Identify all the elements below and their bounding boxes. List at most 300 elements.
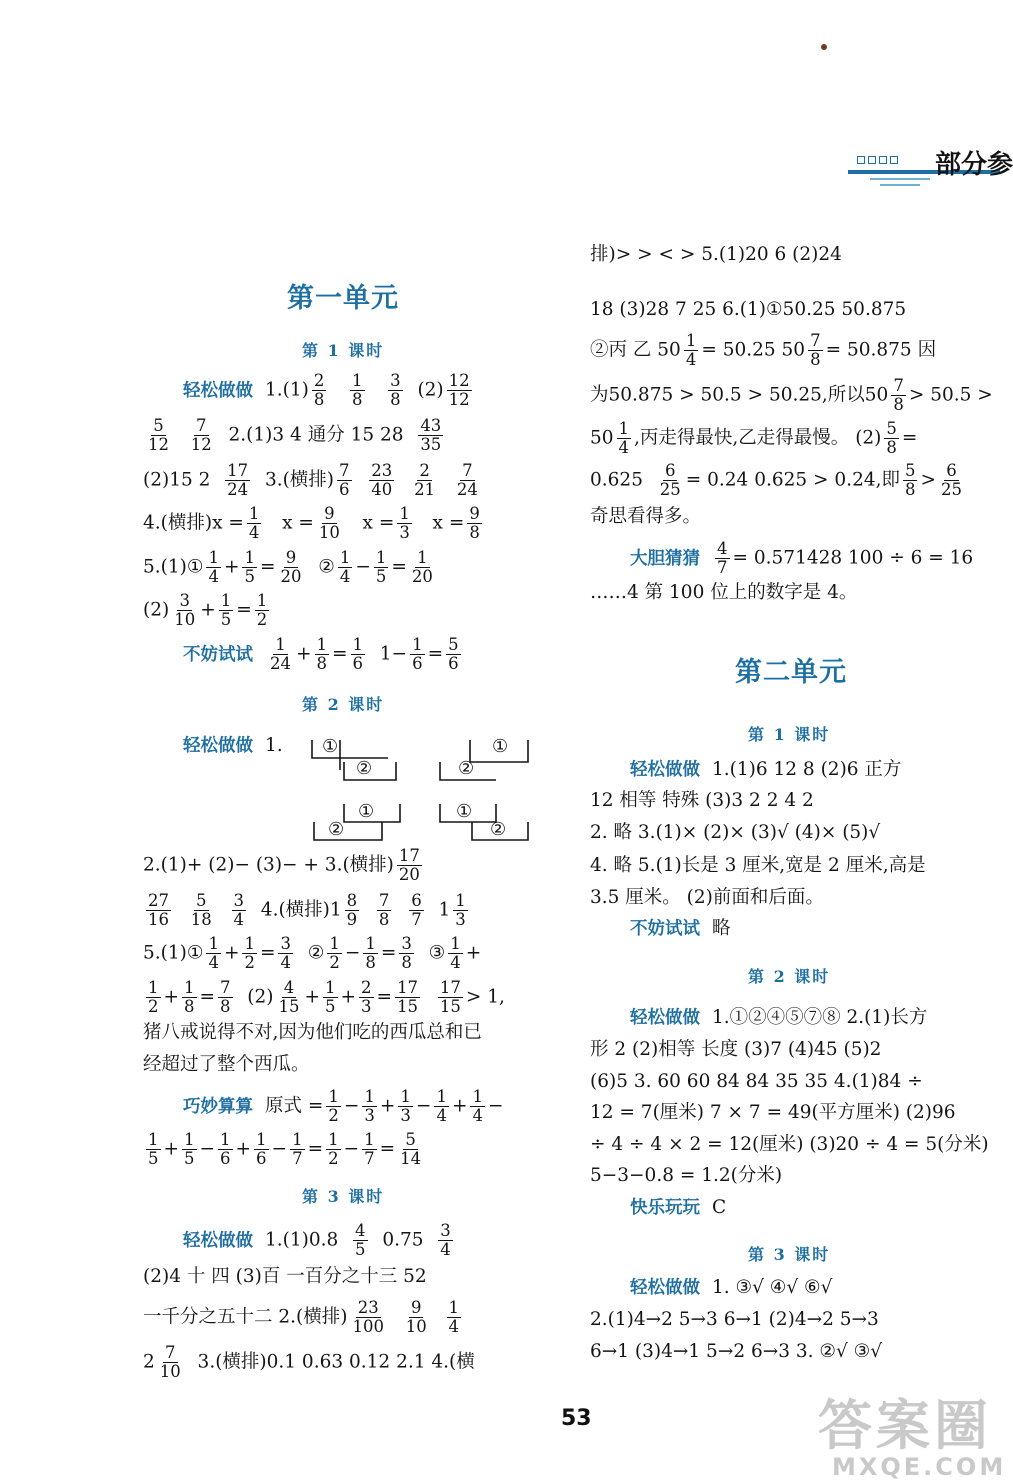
fraction — [278, 549, 303, 586]
header-title: 部分参 — [935, 150, 1013, 180]
unit-title-1: 第一单元 — [287, 283, 399, 314]
fraction — [146, 979, 161, 1016]
denominator: 7 — [411, 910, 422, 929]
answer-line: 巧妙算算 原式 = $\frac{1}{2}$ − $\frac{1}{3}$ + $\frac{1}{3}$ − $\frac{1}{4}$ + $\frac{1}{4}$ − — [183, 1087, 504, 1125]
fraction — [448, 935, 463, 972]
denominator: 2 — [256, 610, 268, 629]
circle-2: ② — [356, 758, 373, 779]
answer-line: 5.(1)① $\frac{1}{4}$ + $\frac{1}{2}$ = $\frac{3}{4}$ ② $\frac{1}{2}$ − $\frac{1}{8}$ = $\frac{3}{8}$ ③ $\frac{1}{4}$ + — [143, 934, 482, 972]
denominator: 6 — [220, 1149, 231, 1168]
denominator: 6 — [352, 654, 364, 673]
answer-text: 4.(横排)1 — [260, 899, 342, 921]
fraction — [404, 1299, 429, 1336]
denominator: 10 — [318, 523, 340, 542]
numerator: 1 — [365, 934, 376, 953]
denominator: 5 — [355, 1240, 366, 1259]
fraction — [467, 505, 482, 542]
numerator: 1 — [352, 371, 363, 390]
answer-text: 3.(横排) — [264, 469, 335, 491]
fraction — [617, 420, 632, 457]
denominator: 4 — [440, 1240, 451, 1259]
header-rule-thin-2 — [880, 184, 920, 186]
answer-text: 2.(1)+ (2)− (3)− + 3.(横排) — [143, 854, 394, 876]
numerator: 3 — [233, 891, 245, 910]
section-label: 大胆猜猜 — [630, 548, 700, 569]
numerator: 1 — [399, 504, 410, 523]
denominator: 10 — [174, 610, 196, 629]
section-label: 轻松做做 — [630, 1008, 700, 1028]
fraction — [808, 332, 823, 369]
answer-line: 奇思看得多。 — [590, 506, 702, 527]
fraction — [146, 1131, 161, 1168]
denominator: 12 — [190, 435, 212, 454]
fraction — [377, 892, 392, 929]
fraction — [206, 549, 221, 586]
answer-text: 原式 = — [265, 1095, 324, 1117]
fraction — [338, 549, 353, 586]
fraction — [351, 636, 366, 673]
numerator: 1 — [472, 1087, 483, 1106]
denominator: 2 — [329, 953, 340, 972]
answer-text: 1.(1) — [265, 379, 309, 401]
numerator: 1 — [184, 1130, 195, 1149]
denominator: 4 — [472, 1106, 483, 1125]
numerator: 2 — [313, 371, 325, 390]
fraction — [418, 417, 443, 454]
numerator: 5 — [886, 419, 897, 438]
answer-line — [590, 462, 967, 499]
fraction — [684, 332, 699, 369]
circle-1: ① — [358, 801, 375, 822]
answer-line — [590, 420, 917, 457]
section-label: 轻松做做 — [183, 380, 253, 401]
circle-1: ① — [456, 801, 473, 822]
denominator: 8 — [352, 390, 363, 409]
fraction — [884, 420, 899, 457]
answer-text: 略 — [712, 918, 731, 939]
denominator: 2 — [244, 953, 255, 972]
numerator: 43 — [420, 416, 442, 435]
denominator: 8 — [810, 350, 821, 369]
fraction — [189, 892, 214, 929]
answer-text: ② — [307, 942, 325, 964]
answer-line: (2) $\frac{3}{10}$ + $\frac{1}{5}$ = $\frac{1}{2}$ — [143, 591, 268, 629]
denominator: 40 — [371, 480, 393, 499]
circle-1: ① — [492, 736, 509, 757]
answer-line: 猪八戒说得不对,因为他们吃的西瓜总和已 — [143, 1022, 482, 1043]
fraction — [362, 1088, 377, 1125]
denominator: 8 — [401, 953, 412, 972]
fraction — [219, 592, 234, 629]
answer-line — [630, 1193, 726, 1223]
numerator: 1 — [450, 934, 461, 953]
answer-text: = 0.571428 100 ÷ 6 = 16 — [732, 547, 974, 569]
numerator: 1 — [417, 548, 428, 567]
numerator: 23 — [357, 1298, 379, 1317]
fraction — [470, 1088, 485, 1125]
answer-text: ③ — [428, 942, 446, 964]
denominator: 4 — [436, 1106, 447, 1125]
fraction — [369, 462, 394, 499]
denominator: 25 — [659, 480, 681, 499]
answer-text: 1.(1)0.8 — [265, 1229, 339, 1251]
denominator: 4 — [450, 953, 461, 972]
answer-line: $\frac{27}{16}$ $\frac{5}{18}$ $\frac{3}{4}$ 4.(横排)1 $\frac{8}{9}$ $\frac{7}{8}$ $\frac{6}{7}$ 1 $\frac{1}{3}$ — [148, 891, 466, 929]
answer-text: = 50.875 因 — [825, 339, 937, 361]
answer-text: ②丙 乙 50 — [590, 339, 681, 361]
fraction — [242, 549, 257, 586]
answer-text: 5.(1)① — [143, 556, 204, 578]
numerator: 9 — [469, 504, 480, 523]
fraction — [410, 636, 425, 673]
answer-text: 2 — [143, 1351, 155, 1373]
denominator: 20 — [411, 567, 433, 586]
fraction — [939, 462, 964, 499]
denominator: 24 — [227, 480, 249, 499]
numerator: 17 — [227, 461, 249, 480]
denominator: 8 — [220, 997, 231, 1016]
denominator: 7 — [292, 1149, 303, 1168]
numerator: 23 — [371, 461, 393, 480]
section-label: 不妨试试 — [183, 644, 253, 665]
fraction — [189, 417, 214, 454]
fraction — [359, 979, 374, 1016]
header-rule-thin — [870, 178, 930, 180]
circle-2: ② — [490, 819, 507, 840]
numerator: 7 — [378, 891, 390, 910]
answer-line: 排)> > < > 5.(1)20 6 (2)24 — [590, 244, 842, 265]
denominator: 5 — [244, 567, 255, 586]
denominator: 15 — [439, 997, 461, 1016]
fraction — [146, 892, 171, 929]
fraction — [326, 1088, 341, 1125]
fraction — [397, 847, 422, 884]
answer-line — [143, 1299, 464, 1336]
numerator: 1 — [184, 978, 195, 997]
answer-text: 1.①②④⑤⑦⑧ 2.(1)长方 — [712, 1007, 928, 1028]
denominator: 8 — [365, 953, 376, 972]
answer-line: 3.5 厘米。 (2)前面和后面。 — [590, 887, 824, 908]
denominator: 4 — [448, 1317, 459, 1336]
denominator: 8 — [316, 654, 328, 673]
numerator: 1 — [248, 504, 260, 523]
fraction — [345, 892, 360, 929]
fraction — [254, 1131, 269, 1168]
answer-line — [183, 731, 283, 761]
numerator: 1 — [339, 548, 351, 567]
fraction — [455, 462, 480, 499]
denominator: 20 — [280, 567, 302, 586]
fraction — [398, 1088, 413, 1125]
answer-line — [630, 755, 901, 785]
answer-text: 为50.875 > 50.5 > 50.25,所以50 — [590, 384, 889, 406]
denominator: 6 — [339, 480, 350, 499]
numerator: 1 — [316, 635, 328, 654]
denominator: 8 — [893, 395, 904, 414]
fraction — [312, 372, 327, 409]
fraction — [374, 549, 389, 586]
denominator: 100 — [352, 1317, 384, 1336]
numerator: 9 — [324, 504, 335, 523]
fraction — [398, 1131, 423, 1168]
numerator: 1 — [256, 591, 268, 610]
answer-line — [143, 847, 425, 884]
fraction — [218, 1131, 233, 1168]
numerator: 12 — [448, 371, 470, 390]
answer-text: 1− — [379, 643, 408, 665]
answer-line — [630, 540, 973, 577]
answer-text: 1. ③√ ④√ ⑥√ — [712, 1277, 833, 1298]
watermark-logo — [818, 1394, 1007, 1481]
lesson-2-title: 第 2 课时 — [748, 967, 831, 986]
denominator: 3 — [364, 1106, 375, 1125]
answer-line: $\frac{1}{5}$ + $\frac{1}{5}$ − $\frac{1}{6}$ + $\frac{1}{6}$ − $\frac{1}{7}$ = $\frac{1}{2}$ − $\frac{1}{7}$ = $\frac{5}{14}$ — [148, 1130, 422, 1168]
answer-text: x = — [362, 512, 395, 534]
fraction — [247, 505, 262, 542]
numerator: 1 — [256, 1130, 267, 1149]
denominator: 21 — [414, 480, 436, 499]
fraction — [434, 1088, 449, 1125]
answer-text: > 1, — [465, 986, 505, 1008]
numerator: 1 — [685, 331, 697, 350]
answer-line: $\frac{1}{2}$ + $\frac{1}{8}$ = $\frac{7}{8}$ (2) $\frac{4}{15}$ + $\frac{1}{5}$ + $\frac{2}{3}$ = $\frac{17}{15}$ $\frac{17}{15}$ > 1, — [148, 978, 505, 1016]
denominator: 9 — [346, 910, 358, 929]
numerator: 1 — [148, 1130, 159, 1149]
fraction — [327, 935, 342, 972]
header-dots — [857, 149, 901, 168]
numerator: 6 — [664, 461, 676, 480]
denominator: 8 — [886, 438, 897, 457]
fraction — [268, 636, 293, 673]
fraction — [362, 1131, 377, 1168]
answer-line: 2. 略 3.(1)× (2)× (3)√ (4)× (5)√ — [590, 822, 881, 843]
answer-line — [143, 505, 485, 542]
denominator: 4 — [280, 953, 291, 972]
denominator: 6 — [412, 654, 423, 673]
answer-text: 0.625 — [590, 469, 643, 491]
denominator: 4 — [208, 953, 219, 972]
answer-line — [630, 1273, 832, 1303]
denominator: 3 — [361, 997, 372, 1016]
denominator: 10 — [405, 1317, 427, 1336]
circle-1: ① — [322, 736, 339, 757]
answer-line: ÷ 4 ÷ 4 × 2 = 12(厘米) (3)20 ÷ 4 = 5(分米) — [590, 1134, 989, 1155]
answer-line: 6→1 (3)4→1 5→2 6→3 3. ②√ ③√ — [590, 1341, 883, 1362]
denominator: 24 — [270, 654, 291, 673]
denominator: 4 — [685, 350, 697, 369]
numerator: 2 — [361, 978, 372, 997]
lesson-1-title: 第 1 课时 — [748, 725, 831, 744]
answer-text: 1.(1)6 12 8 (2)6 正方 — [712, 759, 902, 780]
numerator: 17 — [398, 846, 420, 865]
denominator: 4 — [618, 438, 630, 457]
denominator: 3 — [400, 1106, 411, 1125]
numerator: 1 — [618, 419, 630, 438]
numerator: 5 — [153, 416, 164, 435]
answer-text: 50 — [590, 427, 614, 449]
denominator: 5 — [220, 610, 232, 629]
denominator: 8 — [378, 910, 390, 929]
numerator: 7 — [810, 331, 821, 350]
answer-line: 4. 略 5.(1)长是 3 厘米,宽是 2 厘米,高是 — [590, 855, 926, 876]
bracket-diagram — [300, 732, 540, 840]
numerator: 1 — [436, 1087, 447, 1106]
section-label: 轻松做做 — [630, 760, 700, 780]
fraction — [353, 1222, 368, 1259]
section-label: 轻松做做 — [183, 1230, 253, 1251]
answer-text: > — [920, 469, 936, 491]
numerator: 7 — [220, 978, 231, 997]
answer-text: C — [712, 1197, 727, 1218]
denominator: 25 — [941, 480, 962, 499]
denominator: 4 — [248, 523, 260, 542]
watermark-line1: 答案圈 — [818, 1394, 992, 1457]
fraction — [255, 592, 270, 629]
fraction — [447, 372, 472, 409]
numerator: 5 — [448, 635, 459, 654]
watermark-line2: MXQE.COM — [832, 1453, 1007, 1481]
denominator: 18 — [190, 910, 212, 929]
numerator: 9 — [410, 1298, 422, 1317]
numerator: 4 — [717, 539, 728, 558]
fraction — [438, 979, 463, 1016]
numerator: 1 — [364, 1130, 375, 1149]
numerator: 1 — [244, 934, 255, 953]
fraction — [412, 462, 437, 499]
fraction — [397, 505, 412, 542]
fraction — [903, 462, 918, 499]
numerator: 6 — [411, 891, 422, 910]
answer-text: 2.(1)3 4 通分 15 28 — [228, 424, 404, 446]
lesson-2-title: 第 2 课时 — [302, 695, 385, 714]
numerator: 1 — [412, 635, 423, 654]
answer-line: 12 相等 特殊 (3)3 2 2 4 2 — [590, 790, 814, 811]
numerator: 9 — [285, 548, 297, 567]
denominator: 15 — [278, 997, 300, 1016]
denominator: 4 — [339, 567, 351, 586]
denominator: 12 — [148, 435, 169, 454]
fraction — [206, 935, 221, 972]
fraction — [399, 935, 414, 972]
answer-text: x = — [432, 512, 465, 534]
circle-2: ② — [458, 758, 475, 779]
lesson-3-title: 第 3 课时 — [302, 1187, 385, 1206]
numerator: 1 — [455, 891, 466, 910]
fraction — [409, 892, 424, 929]
denominator: 2 — [328, 1106, 339, 1125]
numerator: 17 — [439, 978, 461, 997]
answer-line — [590, 377, 993, 414]
fraction — [350, 1299, 386, 1336]
fraction — [410, 549, 435, 586]
answer-text: 一千分之五十二 2.(横排) — [143, 1306, 348, 1328]
numerator: 1 — [328, 1130, 339, 1149]
fraction — [158, 1344, 183, 1381]
denominator: 2 — [328, 1149, 339, 1168]
numerator: 7 — [893, 376, 904, 395]
answer-line — [143, 417, 446, 454]
denominator: 7 — [717, 558, 728, 577]
fraction — [146, 417, 171, 454]
section-label: 不妨试试 — [630, 919, 700, 939]
denominator: 8 — [904, 480, 916, 499]
numerator: 1 — [364, 1087, 375, 1106]
fraction — [891, 377, 906, 414]
answer-line — [143, 462, 483, 499]
answer-text: (2) — [143, 599, 170, 621]
numerator: 7 — [165, 1343, 176, 1362]
fraction — [218, 979, 233, 1016]
answer-line — [630, 914, 731, 944]
fraction — [172, 592, 197, 629]
circle-2: ② — [328, 819, 345, 840]
numerator: 1 — [448, 1298, 459, 1317]
fraction — [278, 935, 293, 972]
answer-text: = — [901, 427, 918, 449]
answer-text: ,丙走得最快,乙走得最慢。 (2) — [634, 427, 882, 449]
fraction — [350, 372, 365, 409]
answer-text: (2) — [417, 379, 444, 401]
answer-text: > 50.5 > — [908, 384, 993, 406]
answer-text: 4.(横排)x = — [143, 512, 244, 534]
denominator: 24 — [456, 480, 478, 499]
denominator: 5 — [375, 567, 387, 586]
numerator: 8 — [346, 891, 358, 910]
answer-text: 3.(横排)0.1 0.63 0.12 2.1 4.(横 — [197, 1351, 475, 1373]
answer-text: 1. — [265, 735, 283, 756]
lesson-1-title: 第 1 课时 — [302, 341, 385, 360]
numerator: 7 — [339, 461, 350, 480]
answer-text: = 0.24 0.625 > 0.24,即 — [685, 469, 900, 491]
numerator: 4 — [283, 978, 295, 997]
denominator: 8 — [390, 390, 401, 409]
fraction — [388, 372, 403, 409]
denominator: 4 — [233, 910, 245, 929]
section-label: 轻松做做 — [183, 736, 253, 756]
denominator: 3 — [455, 910, 466, 929]
answer-line: ……4 第 100 位上的数字是 4。 — [590, 582, 858, 603]
fraction — [277, 979, 302, 1016]
numerator: 1 — [325, 978, 336, 997]
numerator: 4 — [355, 1221, 366, 1240]
denominator: 10 — [159, 1362, 181, 1381]
fraction — [232, 892, 247, 929]
answer-text: 5.(1)① — [143, 942, 204, 964]
numerator: 5 — [196, 891, 207, 910]
numerator: 1 — [400, 1087, 411, 1106]
answer-text: 0.75 — [382, 1229, 424, 1251]
denominator: 15 — [397, 997, 419, 1016]
fraction — [290, 1131, 305, 1168]
numerator: 2 — [419, 461, 430, 480]
numerator: 6 — [946, 461, 957, 480]
answer-text: x = — [282, 512, 314, 534]
fraction — [337, 462, 352, 499]
numerator: 7 — [462, 461, 473, 480]
denominator: 4 — [208, 567, 219, 586]
numerator: 3 — [390, 371, 401, 390]
numerator: 5 — [904, 461, 916, 480]
numerator: 1 — [220, 1130, 231, 1149]
numerator: 1 — [375, 548, 387, 567]
lesson-3-title: 第 3 课时 — [748, 1245, 831, 1264]
numerator: 1 — [148, 978, 159, 997]
answer-line: 经超过了整个西瓜。 — [143, 1054, 310, 1075]
fraction — [317, 505, 342, 542]
section-label: 轻松做做 — [630, 1278, 700, 1298]
section-label: 巧妙算算 — [183, 1096, 253, 1117]
denominator: 5 — [184, 1149, 195, 1168]
